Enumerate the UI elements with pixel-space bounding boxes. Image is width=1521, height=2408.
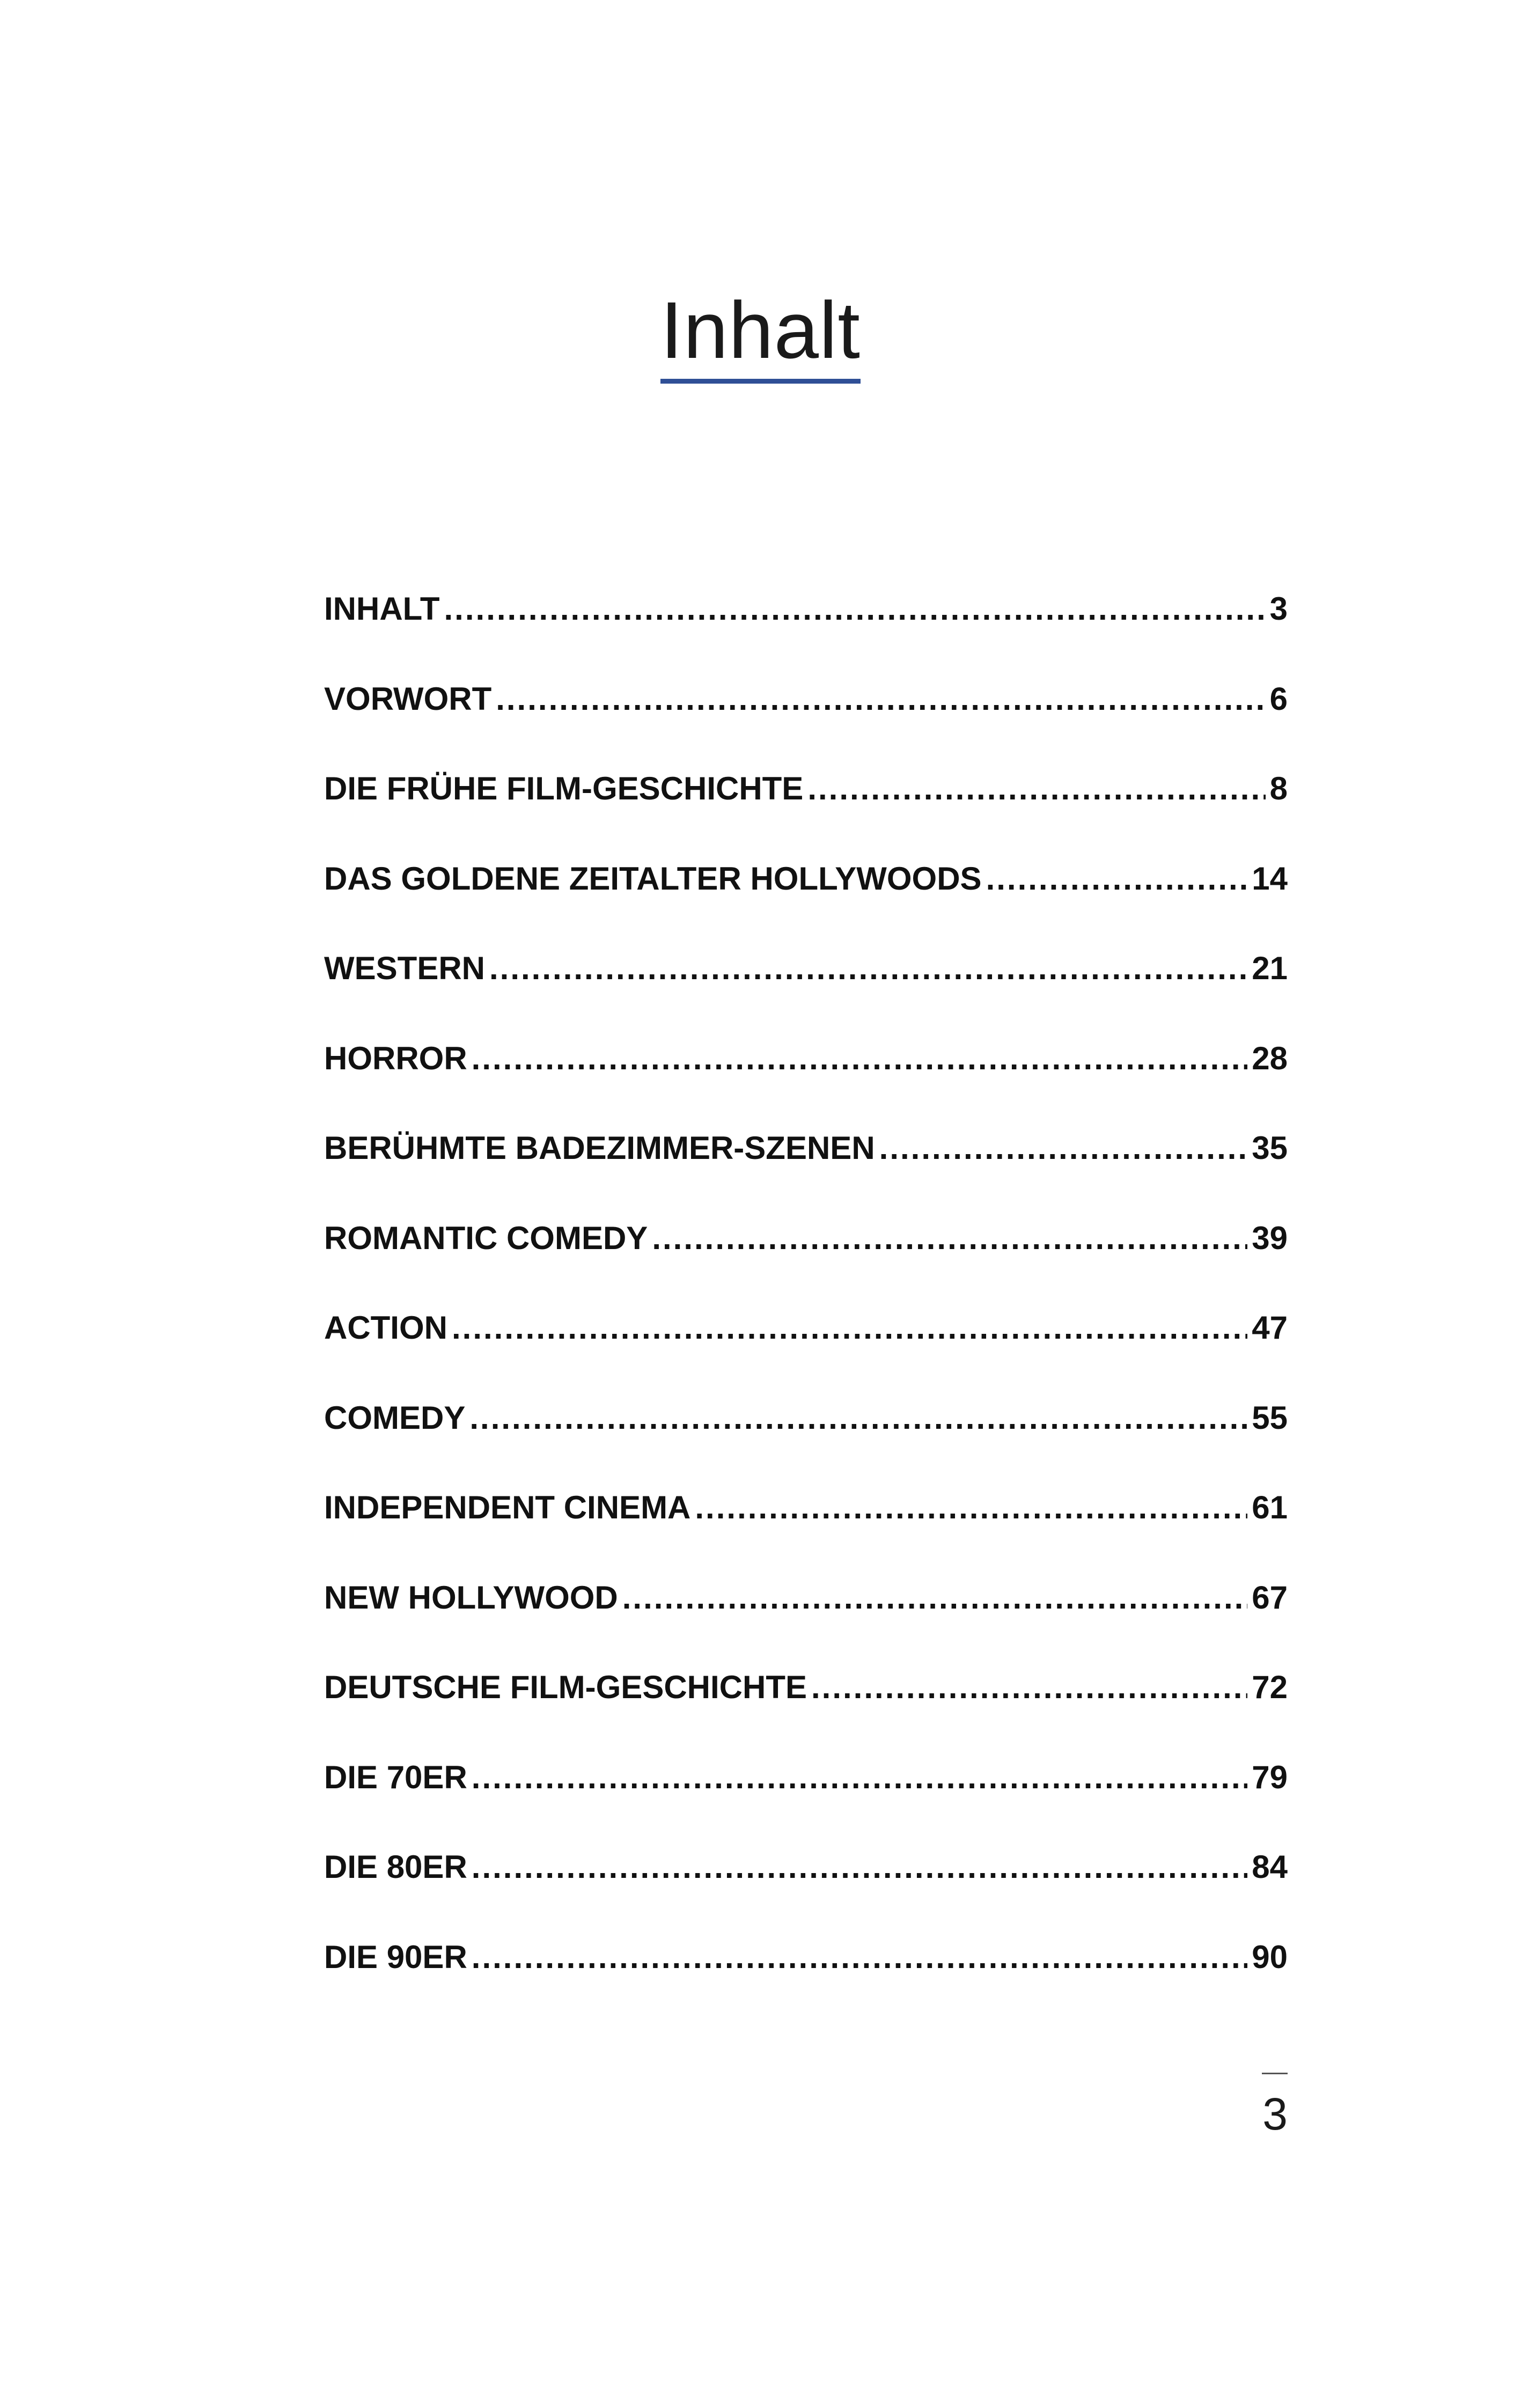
toc-dot-leader: [472, 1843, 1247, 1891]
toc-entry-page-number: 67: [1252, 1579, 1288, 1616]
toc-dot-leader: [472, 1933, 1247, 1981]
toc-entry-page-number: 72: [1252, 1669, 1288, 1705]
toc-entry-badezimmer-szenen[interactable]: [324, 1124, 1288, 1214]
toc-dot-leader: [452, 1304, 1247, 1352]
toc-entry-label: COMEDY: [324, 1399, 466, 1436]
toc-entry-page-number: 14: [1252, 860, 1288, 897]
toc-dot-leader: [879, 1124, 1248, 1172]
table-of-contents: [324, 585, 1288, 2023]
toc-dot-leader: [695, 1484, 1247, 1532]
toc-entry-label: ROMANTIC COMEDY: [324, 1220, 648, 1256]
toc-entry-independent-cinema[interactable]: [324, 1484, 1288, 1574]
toc-entry-label: WESTERN: [324, 950, 485, 986]
toc-entry-page-number: 39: [1252, 1220, 1288, 1256]
toc-entry-label: INDEPENDENT CINEMA: [324, 1489, 691, 1525]
toc-entry-horror[interactable]: [324, 1034, 1288, 1125]
toc-entry-label: DEUTSCHE FILM-GESCHICHTE: [324, 1669, 807, 1705]
toc-entry-die-70er[interactable]: [324, 1753, 1288, 1844]
toc-dot-leader: [986, 855, 1248, 903]
toc-entry-die-80er[interactable]: [324, 1843, 1288, 1933]
toc-entry-action[interactable]: [324, 1304, 1288, 1394]
toc-entry-western[interactable]: [324, 944, 1288, 1034]
toc-entry-page-number: 47: [1252, 1310, 1288, 1346]
toc-dot-leader: [469, 1394, 1247, 1442]
toc-entry-label: DIE 80ER: [324, 1849, 467, 1885]
toc-entry-deutsche-film-geschichte[interactable]: [324, 1663, 1288, 1753]
toc-entry-label: DAS GOLDENE ZEITALTER HOLLYWOODS: [324, 860, 982, 897]
toc-entry-page-number: 8: [1269, 770, 1288, 806]
toc-entry-page-number: 79: [1252, 1759, 1288, 1795]
toc-dot-leader: [472, 1753, 1247, 1802]
toc-entry-die-90er[interactable]: [324, 1933, 1288, 2023]
toc-entry-page-number: 90: [1252, 1939, 1288, 1975]
toc-entry-page-number: 28: [1252, 1040, 1288, 1076]
toc-dot-leader: [472, 1034, 1248, 1083]
page-title: Inhalt: [660, 284, 861, 384]
toc-entry-romantic-comedy[interactable]: [324, 1214, 1288, 1304]
toc-dot-leader: [444, 585, 1266, 633]
toc-dot-leader: [489, 944, 1247, 993]
toc-entry-page-number: 21: [1252, 950, 1288, 986]
toc-entry-page-number: 61: [1252, 1489, 1288, 1525]
toc-entry-page-number: 3: [1269, 591, 1288, 627]
toc-dot-leader: [496, 675, 1265, 723]
toc-entry-inhalt[interactable]: [324, 585, 1288, 675]
toc-entry-label: DIE 90ER: [324, 1939, 467, 1975]
toc-entry-label: VORWORT: [324, 680, 492, 717]
toc-entry-label: DIE 70ER: [324, 1759, 467, 1795]
toc-entry-goldene-zeitalter[interactable]: [324, 855, 1288, 945]
toc-entry-new-hollywood[interactable]: [324, 1574, 1288, 1664]
toc-entry-comedy[interactable]: [324, 1394, 1288, 1484]
toc-entry-label: INHALT: [324, 591, 440, 627]
toc-dot-leader: [652, 1214, 1247, 1262]
toc-entry-label: DIE FRÜHE FILM-GESCHICHTE: [324, 770, 804, 806]
toc-entry-page-number: 84: [1252, 1849, 1288, 1885]
toc-dot-leader: [807, 765, 1265, 813]
toc-entry-label: ACTION: [324, 1310, 447, 1346]
title-container: [0, 284, 1521, 384]
toc-entry-page-number: 55: [1252, 1399, 1288, 1436]
footer-divider: [1262, 2073, 1288, 2074]
toc-entry-page-number: 35: [1252, 1130, 1288, 1166]
toc-entry-page-number: 6: [1269, 680, 1288, 717]
page-number: 3: [1262, 2089, 1288, 2139]
toc-entry-label: HORROR: [324, 1040, 467, 1076]
toc-entry-label: BERÜHMTE BADEZIMMER-SZENEN: [324, 1130, 875, 1166]
toc-entry-label: NEW HOLLYWOOD: [324, 1579, 618, 1616]
toc-dot-leader: [811, 1663, 1247, 1712]
toc-entry-fruehe-film-geschichte[interactable]: [324, 765, 1288, 855]
toc-dot-leader: [622, 1574, 1247, 1622]
toc-entry-vorwort[interactable]: [324, 675, 1288, 765]
